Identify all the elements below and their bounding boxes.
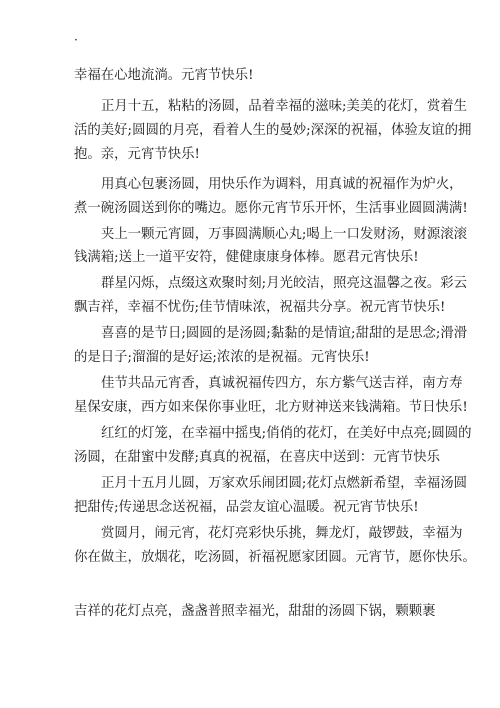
text-line: 幸福在心地流淌。元宵节快乐!	[74, 68, 254, 83]
text-line: 飘吉祥，幸福不忧伤;佳节情味浓，祝福共分享。祝元宵节快乐!	[74, 300, 446, 315]
text-line: 正月十五月儿圆，万家欢乐闹团圆;花灯点燃新希望，幸福汤圆	[101, 476, 468, 491]
text-line: 夹上一颗元宵圆，万事圆满顺心丸;喝上一口发财汤，财源滚滚	[101, 227, 468, 242]
text-line: 抱。亲，元宵节快乐!	[74, 147, 200, 162]
text-line: 星保安康，西方如来保你事业旺，北方财神送来钱满箱。节日快乐!	[74, 400, 468, 415]
text-line: 红红的灯笼，在幸福中摇曳;俏俏的花灯，在美好中点亮;圆圆的	[101, 426, 472, 441]
text-line: 把甜传;传递思念送祝福，品尝友谊心温暖。祝元宵节快乐!	[74, 500, 419, 515]
text-line: 汤圆，在甜蜜中发酵;真真的祝福，在喜庆中送到：元宵节快乐	[74, 450, 441, 465]
text-line: 的是日子;溜溜的是好运;浓浓的是祝福。元宵快乐!	[74, 350, 370, 365]
text-line: 你在做主，放烟花，吃汤圆，祈福祝愿家团圆。元宵节，愿你快乐。	[74, 550, 476, 565]
text-line: 群星闪烁，点缀这欢聚时刻;月光皎洁，照亮这温馨之夜。彩云	[101, 276, 468, 291]
text-line: 钱满箱;送上一道平安符，健健康康身体棒。愿君元宵快乐!	[74, 250, 419, 265]
text-line: 赏圆月，闹元宵，花灯亮彩快乐挑，舞龙灯，敲锣鼓，幸福为	[101, 526, 463, 541]
text-line: 正月十五，粘粘的汤圆，品着幸福的滋味;美美的花灯，赏着生	[101, 99, 468, 114]
text-line: 活的美好;圆圆的月亮，看着人生的曼妙;深深的祝福，体验友谊的拥	[74, 123, 472, 138]
text-line: 吉祥的花灯点亮，盏盏普照幸福光，甜甜的汤圆下锅，颗颗裹	[74, 604, 436, 619]
text-line: 用真心包裹汤圆，用快乐作为调料，用真诚的祝福作为炉火，	[101, 177, 463, 192]
text-line: 喜喜的是节日;圆圆的是汤圆;黏黏的是情谊;甜甜的是思念;滑滑	[101, 326, 468, 341]
bullet-mark: ·	[74, 33, 78, 47]
text-line: 佳节共品元宵香，真诚祝福传四方，东方紫气送吉祥，南方寿	[101, 376, 463, 391]
text-line: 煮一碗汤圆送到你的嘴边。愿你元宵节乐开怀，生活事业圆圆满满!	[74, 201, 468, 216]
